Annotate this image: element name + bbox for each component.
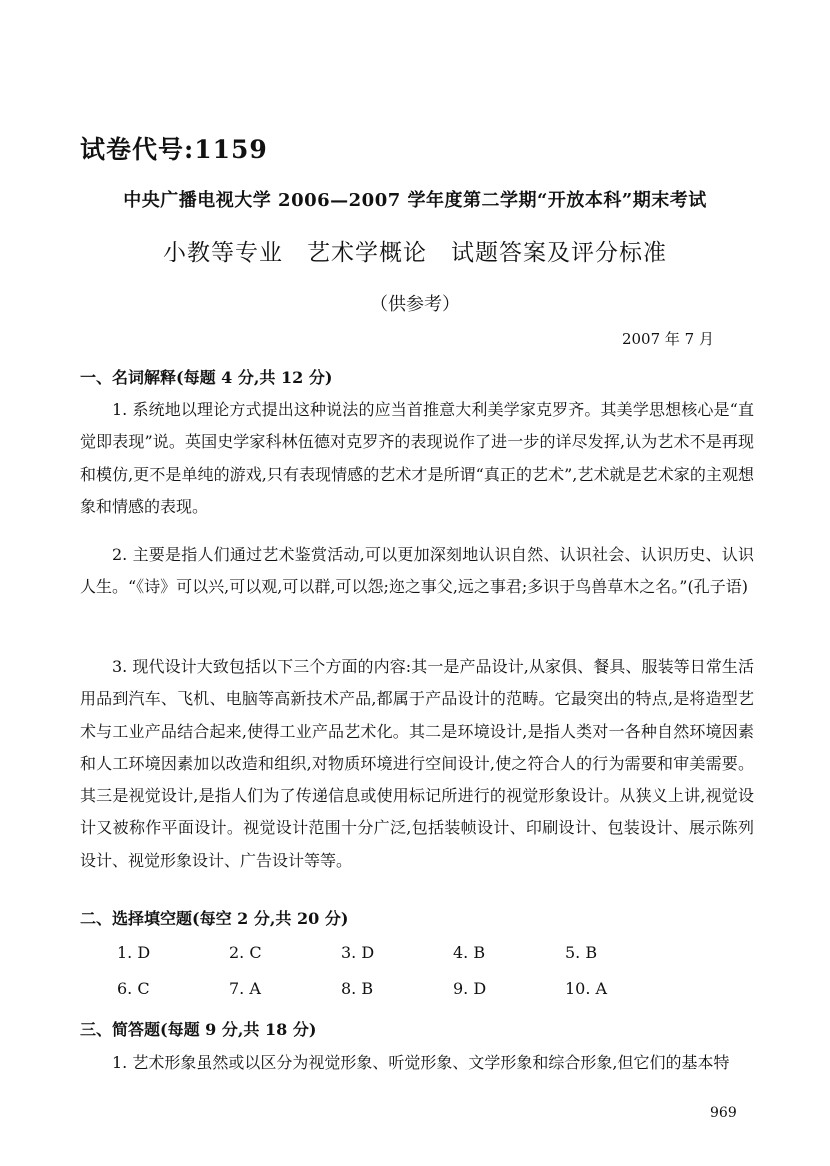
answer-item: 3. D xyxy=(341,943,375,962)
exam-date: 2007 年 7 月 xyxy=(621,330,714,348)
reference-note: （供参考） xyxy=(370,294,460,315)
answer-item: 8. B xyxy=(341,979,374,998)
exam-code: 试卷代号:1159 xyxy=(80,135,268,164)
definition-answer-1: 1. 系统地以理论方式提出这种说法的应当首推意大利美学家克罗齐。其美学思想核心是“直觉即表现”说。英国史学家科林伍德对克罗齐的表现说作了进一步的详尽发挥,认为艺术不是再现和模仿,更不是单纯的游戏,只有表现情感的艺术才是所谓“真正的艺术”,艺术就是艺术家的主观想象和情感的表现。 xyxy=(80,400,754,516)
short-answer-1: 1. 艺术形象虽然或以区分为视觉形象、听觉形象、文学形象和综合形象,但它们的基本特 xyxy=(112,1053,730,1072)
answer-item: 7. A xyxy=(229,979,261,998)
answer-item: 4. B xyxy=(453,943,486,962)
answer-item: 10. A xyxy=(565,979,608,998)
section-heading-multiple-choice: 二、选择填空题(每空 2 分,共 20 分) xyxy=(80,909,349,928)
page-number: 969 xyxy=(710,1105,737,1121)
page-title: 小教等专业 艺术学概论 试题答案及评分标准 xyxy=(163,240,667,266)
answer-item: 5. B xyxy=(565,943,598,962)
section-heading-definitions: 一、名词解释(每题 4 分,共 12 分) xyxy=(80,368,333,387)
answer-row xyxy=(117,979,677,998)
section-heading-short-answer: 三、简答题(每题 9 分,共 18 分) xyxy=(80,1020,317,1039)
answer-item: 6. C xyxy=(117,979,150,998)
definition-answer-3: 3. 现代设计大致包括以下三个方面的内容:其一是产品设计,从家俱、餐具、服装等日常生活用品到汽车、飞机、电脑等高新技术产品,都属于产品设计的范畴。它最突出的特点,是将造型艺术与工业产品结合起来,使得工业产品艺术化。其二是环境设计,是指人类对一各种自然环境因素和人工环境因素加以改造和组织,对物质环境进行空间设计,使之符合人的行为需要和审美需要。其三是视觉设计,是指人们为了传递信息或使用标记所进行的视觉形象设计。从狭义上讲,视觉设计又被称作平面设计。视觉设计范围十分广泛,包括装帧设计、印刷设计、包装设计、展示陈列设计、视觉形象设计、广告设计等等。 xyxy=(80,657,754,870)
answer-item: 2. C xyxy=(229,943,262,962)
university-exam-title: 中央广播电视大学 2006—2007 学年度第二学期“开放本科”期末考试 xyxy=(123,190,707,211)
answer-item: 9. D xyxy=(453,979,487,998)
answer-row xyxy=(117,943,677,962)
definition-answer-2: 2. 主要是指人们通过艺术鉴赏活动,可以更加深刻地认识自然、认识社会、认识历史、认识人生。“《诗》可以兴,可以观,可以群,可以怨;迩之事父,远之事君;多识于鸟兽草木之名。”(孔子语) xyxy=(80,545,754,597)
answer-item: 1. D xyxy=(117,943,151,962)
